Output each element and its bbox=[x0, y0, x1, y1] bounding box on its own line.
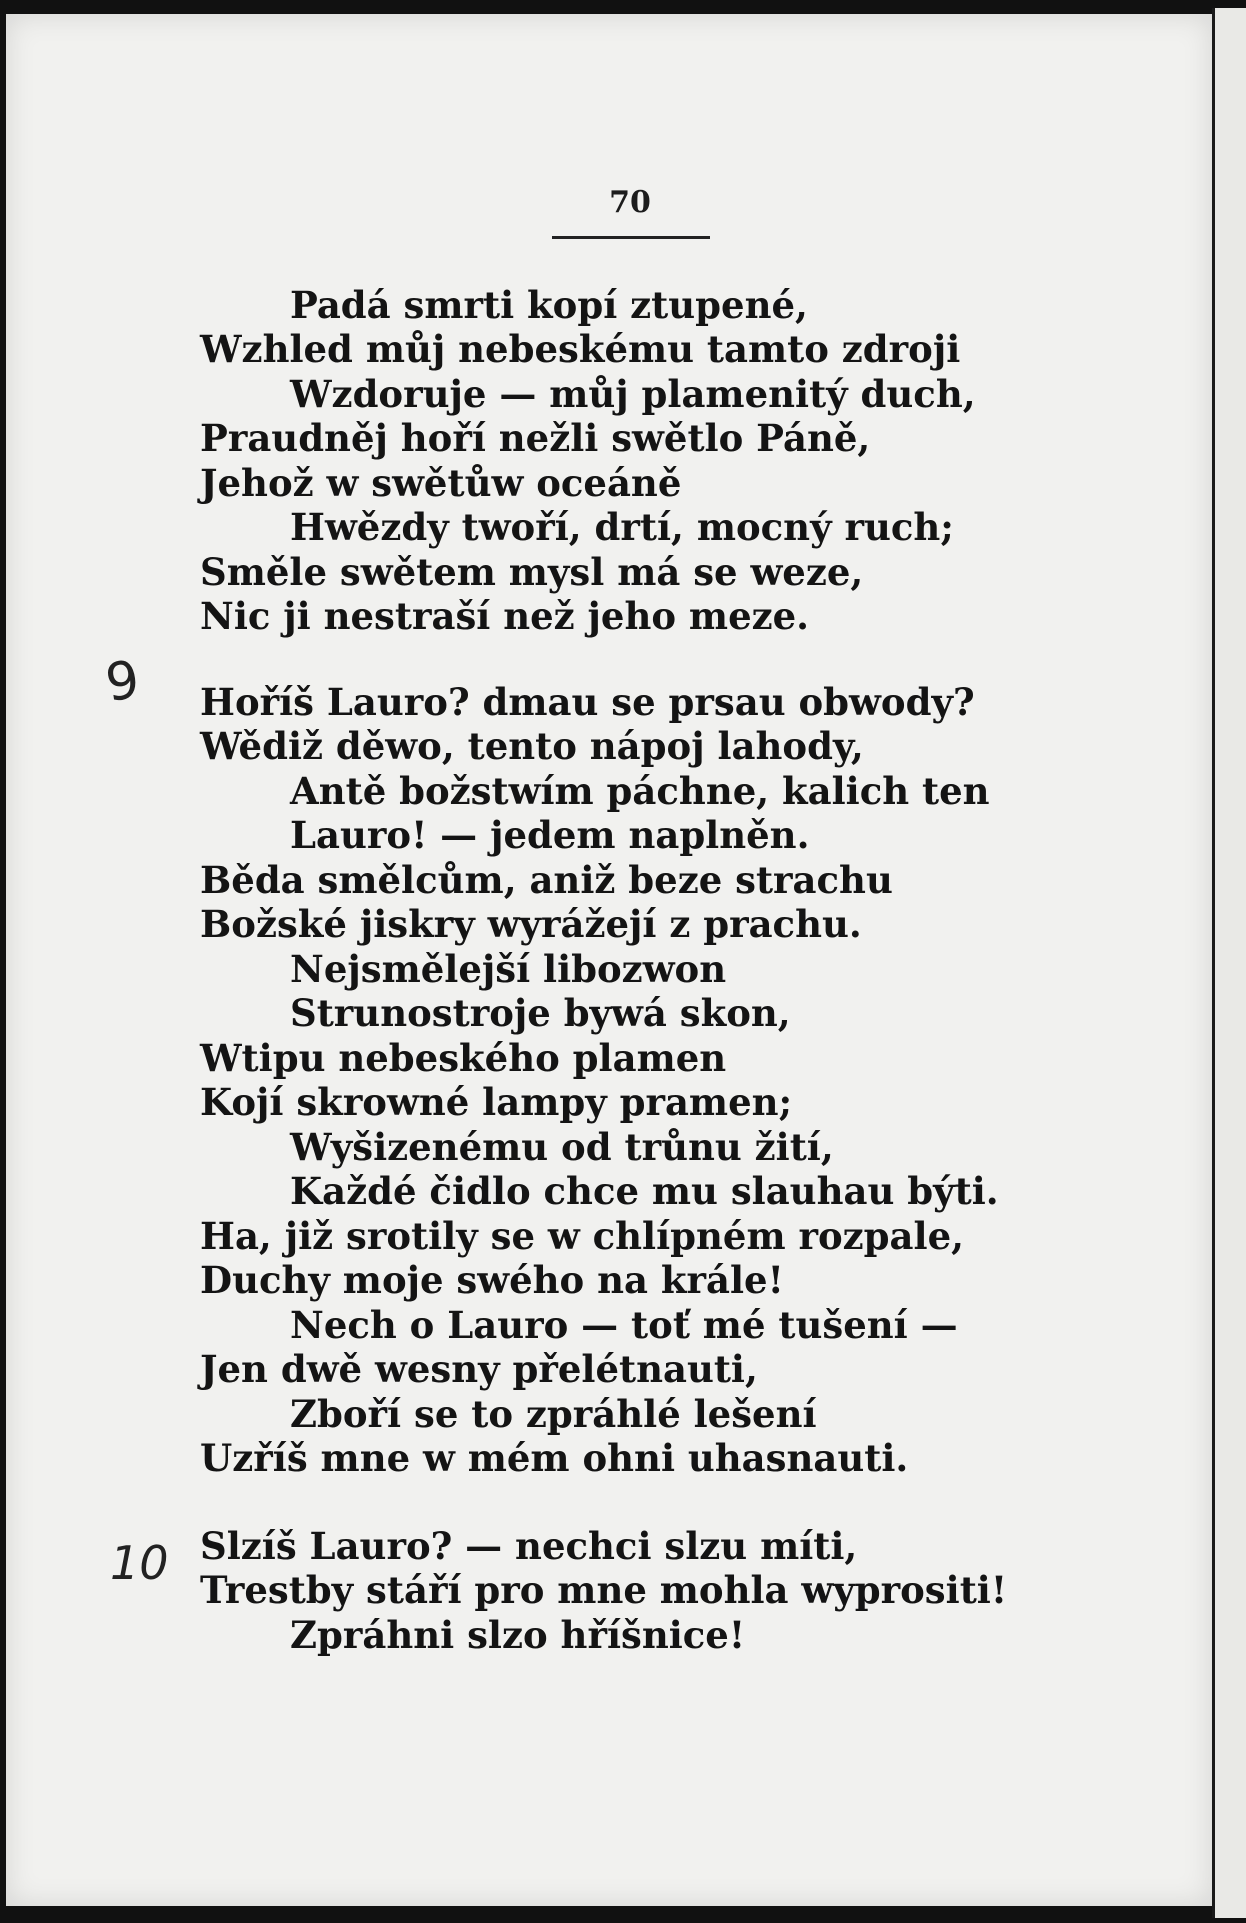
poem-line: Slzíš Lauro? — nechci slzu míti, bbox=[200, 1524, 858, 1568]
poem-line: Praudněj hoří nežli swětlo Páně, bbox=[200, 416, 871, 460]
poem-line: Padá smrti kopí ztupené, bbox=[290, 283, 808, 327]
poem-line: Zpráhni slzo hříšnice! bbox=[290, 1613, 746, 1657]
poem-line: Hwězdy twoří, drtí, mocný ruch; bbox=[290, 505, 954, 549]
poem-line: Ha, již srotily se w chlípném rozpale, bbox=[200, 1214, 964, 1258]
poem-line: Zboří se to zpráhlé lešení bbox=[290, 1392, 817, 1436]
poem-line: Wědiž děwo, tento nápoj lahody, bbox=[200, 724, 864, 768]
poem-line: Nejsmělejší libozwon bbox=[290, 947, 727, 991]
poem-line: Hoříš Lauro? dmau se prsau obwody? bbox=[200, 680, 975, 724]
poem-line: Antě božstwím páchne, kalich ten bbox=[290, 769, 990, 813]
poem-line: Wzdoruje — můj plamenitý duch, bbox=[290, 372, 976, 416]
poem-line: Jehož w swětůw oceáně bbox=[200, 461, 682, 505]
poem-line: Wyšizenému od trůnu žití, bbox=[290, 1125, 834, 1169]
poem-line: Každé čidlo chce mu slauhau býti. bbox=[290, 1169, 999, 1213]
page-edge bbox=[1212, 8, 1246, 1918]
poem-line: Trestby stáří pro mne mohla wyprositi! bbox=[200, 1568, 1008, 1612]
margin-note-9: 9 bbox=[101, 649, 144, 715]
margin-note-10: 10 bbox=[110, 1536, 169, 1590]
poem-line: Duchy moje swého na krále! bbox=[200, 1258, 784, 1302]
poem-line: Wtipu nebeského plamen bbox=[200, 1036, 727, 1080]
poem-line: Směle swětem mysl má se weze, bbox=[200, 550, 864, 594]
page-number: 70 bbox=[609, 185, 651, 220]
poem-line: Nic ji nestraší než jeho meze. bbox=[200, 594, 810, 638]
poem-line: Jen dwě wesny přelétnauti, bbox=[200, 1347, 758, 1391]
poem-line: Božské jiskry wyrážejí z prachu. bbox=[200, 902, 862, 946]
poem-line: Lauro! — jedem naplněn. bbox=[290, 813, 810, 857]
poem-line: Strunostroje bywá skon, bbox=[290, 991, 791, 1035]
poem-line: Kojí skrowné lampy pramen; bbox=[200, 1080, 793, 1124]
poem-line: Běda smělcům, aniž beze strachu bbox=[200, 858, 893, 902]
poem-line: Uzříš mne w mém ohni uhasnauti. bbox=[200, 1436, 909, 1480]
header-rule bbox=[552, 236, 710, 239]
poem-line: Nech o Lauro — toť mé tušení — bbox=[290, 1303, 958, 1347]
poem-line: Wzhled můj nebeskému tamto zdroji bbox=[200, 327, 961, 371]
